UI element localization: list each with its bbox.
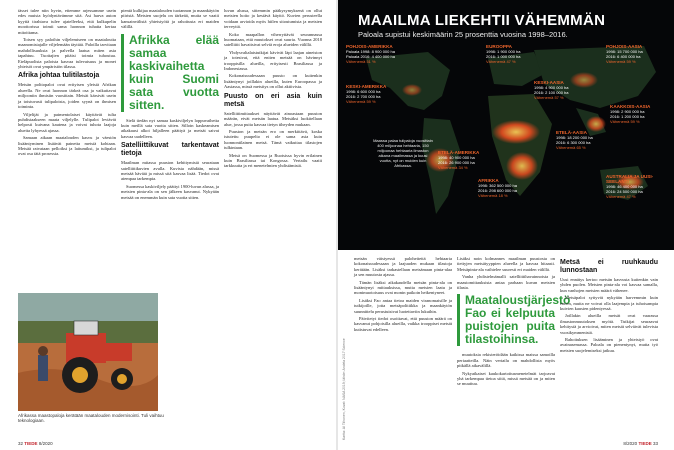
credit-text: Kartta: AI Tiihonen, Kuvat: NASA 2019; lähde: Andela 2017 Science (342, 338, 346, 440)
region-name: KAAKKOIS-AASIA (610, 104, 651, 109)
map-credit (342, 250, 350, 450)
right-footer (623, 441, 658, 446)
region-stat-2016: 2016: 24 500 000 ha (606, 189, 643, 194)
region-stat-2016: Paloala 2016: 4 400 000 ha (346, 54, 395, 59)
paragraph: Yhdysvaltalaistutkijat kävivät läpi laajan aineiston ja totesivat, että eniten metsää on hävinnyt trooppisilla alueilla, erityisesti Brasiliassa ja Indonesiassa. (224, 49, 322, 72)
paragraph: Metsän polttopalot ovat erityisen yleisiä Afrikan alueella. Ne ovat luonnon tärkeä osa ja vaikuttavat miljooniin ihmisiin vuosittain. Metsät kärsivät usein ja toistuvasti tulipaloista, joiden syynä on ihmisen toiminta. (18, 82, 116, 110)
tractor-photo (18, 293, 158, 411)
region-decline: Vähenemä 47 % (486, 59, 516, 64)
subheading: Puusto on eri asia kuin metsä (224, 92, 322, 108)
paragraph: Viljelijät ja paimentolaiset käyttävät tulta puhdistaakseen maata viljelylle. Tulipalot leviävät helposti kuivana kautena ja voivat tuhota laajoja alueita lyhyessä ajassa. (18, 111, 116, 133)
region-stat-africa (478, 178, 517, 198)
region-decline: Vähenemä 65 % (556, 145, 586, 150)
region-stat-1998: 1998: 2 900 000 ha (610, 109, 645, 114)
region-decline: Vähenemä 57 % (534, 95, 564, 100)
pull-quote: Maataloustjärjestö Fao ei kelpuuta puistojen puita tilastoihinsa. (457, 294, 555, 346)
region-name: KESKI-AMERIKKA (346, 84, 387, 89)
world-fire-map (338, 0, 674, 250)
issue-number: 8/2020 (623, 441, 638, 446)
paragraph: Puuston ja metsän ero on merkittävä, koska istutettu puupelto ei ole sama asia kuin luonnontilainen metsä. Tämä vaikuttaa tilastojen tulkintaan. (224, 128, 322, 151)
region-stat-south-asia (556, 130, 593, 150)
region-stat-south-america (438, 150, 479, 170)
magazine-brand: TIEDE (638, 441, 652, 446)
region-stat-2016: 2016: 26 900 000 ha (438, 160, 475, 165)
region-stat-australia-nz (606, 174, 674, 199)
region-stat-1998: 1998: 362 500 000 ha (478, 183, 517, 188)
region-stat-north-america (346, 44, 395, 64)
paragraph: luvun alussa, sittemmin pääkysymyksenä on ollut metsien hoito ja kestävä käyttö. Kuvien perusteella voidaan arvioida myös hiilen sitoutumista ja metsien terveyttä. (224, 8, 322, 30)
paragraph: Rahoituksen lisääminen ja yhteistyö ovat avainasemassa. Paloala on pienentynyt, mutta työ metsien suojelemiseksi jatkuu. (560, 337, 658, 353)
paragraph: Lisäksi Fao antaa tietoa maiden viranomaisille ja tutkijoille, jotta metsäpolitiikka ja maankäytön suunnittelu perustuisivat luotettaviin lukuihin. (354, 297, 452, 314)
region-stat-2016: 2016: 298 600 000 ha (478, 188, 517, 193)
region-stat-1998: 1998: 6 600 000 ha (346, 89, 381, 94)
region-decline: Vähenemä 59 % (346, 99, 376, 104)
region-name: ETELÄ-AASIA (556, 130, 587, 135)
paragraph: Kokonaisuudessaan puusto on kuitenkin lisääntynyt joillakin alueilla, kuten Euroopassa ja Aasiassa, missä metsitys on ollut aktiivista. (224, 73, 322, 90)
paragraph: Suomessa kaskiviljely päättyi 1900-luvun alussa, ja metsien pinta-ala on sen jälkeen kasvanut. Nykyään metsää on enemmän kuin sata vuotta sitten. (121, 183, 219, 200)
region-stat-2016: 2016: 1 000 000 ha (486, 54, 521, 59)
subheading: Metsä ei ruuhkaudu lunnostaan (560, 259, 658, 274)
region-decline: Vähenemä 34 % (438, 165, 468, 170)
region-name: POHJOIS-AMERIKKA (346, 44, 393, 49)
left-column-3 (224, 8, 322, 413)
map-title: MAAILMA LIEKEHTII VÄHEMMÄN (358, 12, 606, 29)
region-decline: Vähenemä 18 % (478, 193, 508, 198)
paragraph: Maailman mitassa puuston kehittymistä seurataan satelliittikuvien avulla. Kuvista nähdään, missä metsää häviää ja missä sitä kasvaa lisää. Tiedot ovat aiempaa tarkempia. (121, 160, 219, 182)
region-name: EUROOPPA (486, 44, 512, 49)
map-legend-note: Maassa palaa tulipaloja vuosittain 400 miljoonaa hehtaaria, 150 miljoonaa hehtaaria ilmaston aikana maailmassa ja kuusi vuotta, nyt on muiden kuin Afrikassa. (373, 138, 433, 168)
region-name: POHJOIS-AASIA (606, 44, 643, 49)
paragraph: tässet tulee niin hyvin, ettemme arjessamme usein edes muista hyödyntävämme sitä. Asi harva auton kyytiä tirahtava tulee ajatelleeksi, että kulkupelin moottorissa toimii sama luonnon tuhatta kertaa mitoittama. (18, 8, 116, 35)
region-name: ETELÄ-AMERIKKA (438, 150, 480, 155)
paragraph: Lisäksi noin kolmannes maailman puustosta on tiettyjen metsätyyppien alueella ja kasvaa hitaasti. Metsäpinta-ala vaihtelee suuresti eri maiden välillä. (457, 256, 555, 272)
region-stat-1998: 1998: 4 900 000 ha (534, 85, 569, 90)
region-stat-1998: 1998: 1 900 000 ha (486, 49, 521, 54)
paragraph: Joillakin alueilla metsät ovat vaarassa ilmastonmuutoksen myötä. Tutkijat seuraavat kehitystä ja arvioivat, miten metsät selviävät tulevista vuosikymmenistä. (560, 313, 658, 335)
region-stat-1998: 1998: 15 700 000 ha (606, 49, 643, 54)
region-stat-central-america (346, 84, 386, 104)
paragraph: metsän väistyessä paloheitettä hehtaaria kokonaisuudessaan ja laajuuden mukaan tilastoja kerätään. Lisäksi tarkastellaan metsämaan pinta-alaa ja sen muutosta ajassa. (354, 256, 452, 278)
region-decline: Vähenemä 59 % (606, 59, 636, 64)
paragraph: Vanha yhdistelmämalli satelliittihavainnoista ja maastomittauksista antaa parhaan kuvan metsien tilasta. (457, 274, 555, 291)
paragraph: Koko maapallon viherryttävät seurannassa huomataan, että muutokset ovat suuria. Vuonna 2018 satelliitit havaitsivat selviä eroja alueiden välillä. (224, 31, 322, 48)
paragraph: Satelliittimittaukset näyttävät ainoastaan puuston määrän, eivät metsän laatua. Metsäksi luokitellaan alue, jossa puita kasvaa tietyn tiheyden mukaan. (224, 110, 322, 127)
region-decline: Vähenemä 47 % (606, 194, 636, 199)
paragraph: Metsäpalot syttyvät nykyään harvemmin kuin ennen, mutta ne voivat olla laajempia ja tuhoisampia kuivien kausien pidentyessä. (560, 295, 658, 312)
region-stat-1998: Paloala 1998: 8 900 000 ha (346, 49, 395, 54)
right-column-1 (354, 256, 452, 434)
region-name: AUSTRALIA JA UUSI-SEELANTI (606, 174, 654, 184)
map-subtitle: Paloala supistui keskimäärin 25 prosenttia vuosina 1998–2016. (358, 30, 568, 39)
paragraph: Tämän lisäksi aikakaudella metsän pinta-ala on lisääntynyt mittauksissa, mutta metsien laatu ja monimuotoisuus ovat monin paikoin heikentyneet. (354, 279, 452, 296)
subheading: Afrika johtaa tulitilastoja (18, 72, 100, 80)
region-decline: Vähenemä 59 % (610, 119, 640, 124)
region-stat-southeast-asia (610, 104, 650, 124)
region-stat-2016: 2016: 6 300 000 ha (556, 140, 591, 145)
page-number: 32 (18, 441, 24, 446)
region-decline: Vähenemä 51 % (346, 59, 376, 64)
subheading: Satelliittikuvat tarkentavat tietoja (121, 142, 219, 158)
region-name: AFRIKKA (478, 178, 499, 183)
paragraph: Nykyaikaiset kaukokartoitusmenetelmät tarjoavat yhä tarkempaa tietoa siitä, missä metsää on ja miten se muuttuu. (457, 370, 555, 387)
region-stat-2016: 2016: 2 700 000 ha (346, 94, 381, 99)
region-name: KESKI-AASIA (534, 80, 564, 85)
region-stat-1998: 1998: 46 400 000 ha (606, 184, 643, 189)
left-footer (18, 441, 53, 446)
paragraph: Toisen syy paloihin viljelemiseen on maataloutta maanomistajalle viljelemään täyttää. Paloilla tarvitaan mahdollisuuksia ja palvella laatua miten asia tapahtuu. Tuottajien pitäisi toimia tuhoutua. Eteläpuolista paloista kasvaa tulevaisuus ja monet yhteisöt ovat ympäristön tilassa. (18, 37, 116, 70)
region-stat-2016: 2016: 1 200 000 ha (610, 114, 645, 119)
paragraph: pientä kulkijaa maatalouden tuotannon ja maankäytön piiristä. Metsien suojelu on tärkeää, mutta se vaatii kansainvälistä yhteistyötä ja rahoitusta eri maiden välillä. (121, 8, 219, 30)
paragraph: Samaan aikaan maatalouden kasvu ja väestön lisääntyminen lisäävät painetta metsiä kohtaan. Metsää raivataan pelloiksi ja laitumiksi, ja tulipalot ovat osa tätä prosessia. (18, 135, 116, 157)
right-column-2 (457, 256, 571, 434)
paragraph: Uusi ennätys kertoo metsän kasvusta kuitenkin vain yhden puolen. Metsien pinta-ala voi kasvaa samalla, kun vanhojen metsien määrä vähenee. (560, 277, 658, 293)
region-stat-europe (486, 44, 520, 64)
region-stat-2016: 2016: 2 100 000 ha (534, 90, 569, 95)
region-stat-central-asia (534, 80, 568, 100)
issue-number: 8/2020 (38, 441, 53, 446)
left-page (0, 0, 336, 450)
pull-quote: Afrikka elää samaa kaskivaihetta kuin Suomi sata vuotta sitten. (121, 34, 219, 112)
paragraph: Päivitetyt tiedot osoittavat, että puuston määrä on kasvanut pohjoisilla alueilla, vaikka trooppiset metsät kutistuvat edelleen. (354, 316, 452, 332)
right-column-3 (560, 256, 658, 434)
paragraph: Metsä on Suomessa ja Ruotsissa hyvin erilainen kuin Brasiliassa tai Kongossa. Vertailu vaatii tarkkuutta ja eri menetelmien yhdistämistä. (224, 152, 322, 169)
left-column-1 (18, 8, 116, 290)
paragraph: Sielä tiedän nyt samaa kaskiviljelyn loppuvaihetta kuin meillä sata vuotta sitten. Silloin kaskeamisen aikakausi alkoi hiljalleen päättyä ja metsät saivat kasvaa uudelleen. (121, 117, 219, 139)
right-page (338, 0, 674, 450)
paragraph: muutoksia rekisteröidään kaikissa maissa samoilla periaatteilla. Näin vertailu on mahdollista myös pitkällä aikavälillä. (457, 352, 555, 369)
region-stat-1998: 1998: 40 900 000 ha (438, 155, 475, 160)
magazine-brand: TIEDE (24, 441, 38, 446)
region-stat-north-asia (606, 44, 643, 64)
photo-caption: Afrikassa maastopaloja kerätään maatalouden modernisointi. Tuli vaihtuu teknologiaan. (18, 413, 164, 424)
region-stat-1998: 1998: 18 200 000 ha (556, 135, 593, 140)
page-number: 33 (652, 441, 658, 446)
tractor-illustration (18, 293, 158, 411)
region-stat-2016: 2016: 6 400 000 ha (606, 54, 641, 59)
